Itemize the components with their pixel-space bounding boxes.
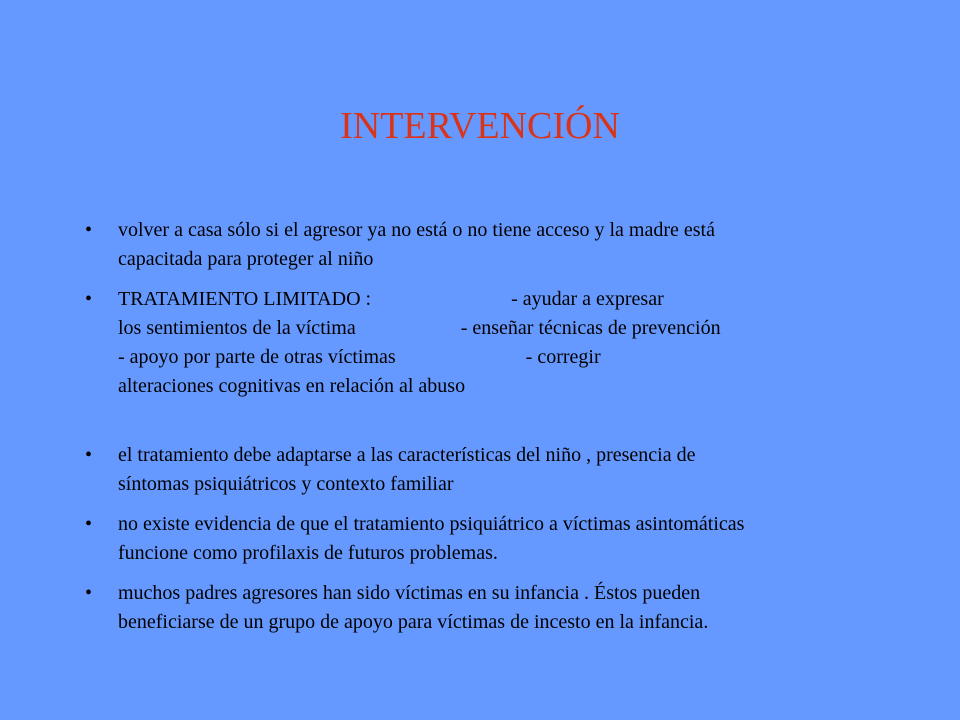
- bullet-dot-icon: •: [85, 288, 93, 310]
- bullet-line: funcione como profilaxis de futuros problemas.: [118, 542, 498, 564]
- bullet-item: [85, 441, 885, 499]
- bullet-line: síntomas psiquiátricos y contexto familiar: [118, 473, 454, 495]
- bullet-line: el tratamiento debe adaptarse a las características del niño , presencia de: [118, 444, 696, 466]
- bullet-dot-icon: •: [85, 219, 93, 241]
- bullet-line: volver a casa sólo si el agresor ya no está o no tiene acceso y la madre está: [118, 219, 715, 241]
- bullet-line: muchos padres agresores han sido víctimas en su infancia . Éstos pueden: [118, 582, 701, 604]
- bullet-dot-icon: •: [85, 513, 93, 535]
- bullet-line: - apoyo por parte de otras víctimas - corregir: [118, 346, 601, 368]
- bullet-line: no existe evidencia de que el tratamiento psiquiátrico a víctimas asintomáticas: [118, 513, 745, 535]
- slide-title: INTERVENCIÓN: [340, 105, 620, 147]
- bullet-dot-icon: •: [85, 444, 93, 466]
- bullet-line: alteraciones cognitivas en relación al abuso: [118, 375, 466, 397]
- bullet-list: [85, 216, 885, 637]
- bullet-line: TRATAMIENTO LIMITADO : - ayudar a expresar: [118, 288, 664, 310]
- bullet-item: [85, 285, 885, 401]
- bullet-line: beneficiarse de un grupo de apoyo para víctimas de incesto en la infancia.: [118, 611, 709, 633]
- bullet-item: [85, 510, 885, 568]
- bullet-item: [85, 579, 885, 637]
- bullet-line: los sentimientos de la víctima - enseñar técnicas de prevención: [118, 317, 721, 339]
- bullet-line: capacitada para proteger al niño: [118, 248, 374, 270]
- bullet-dot-icon: •: [85, 582, 93, 604]
- bullet-item: [85, 216, 885, 274]
